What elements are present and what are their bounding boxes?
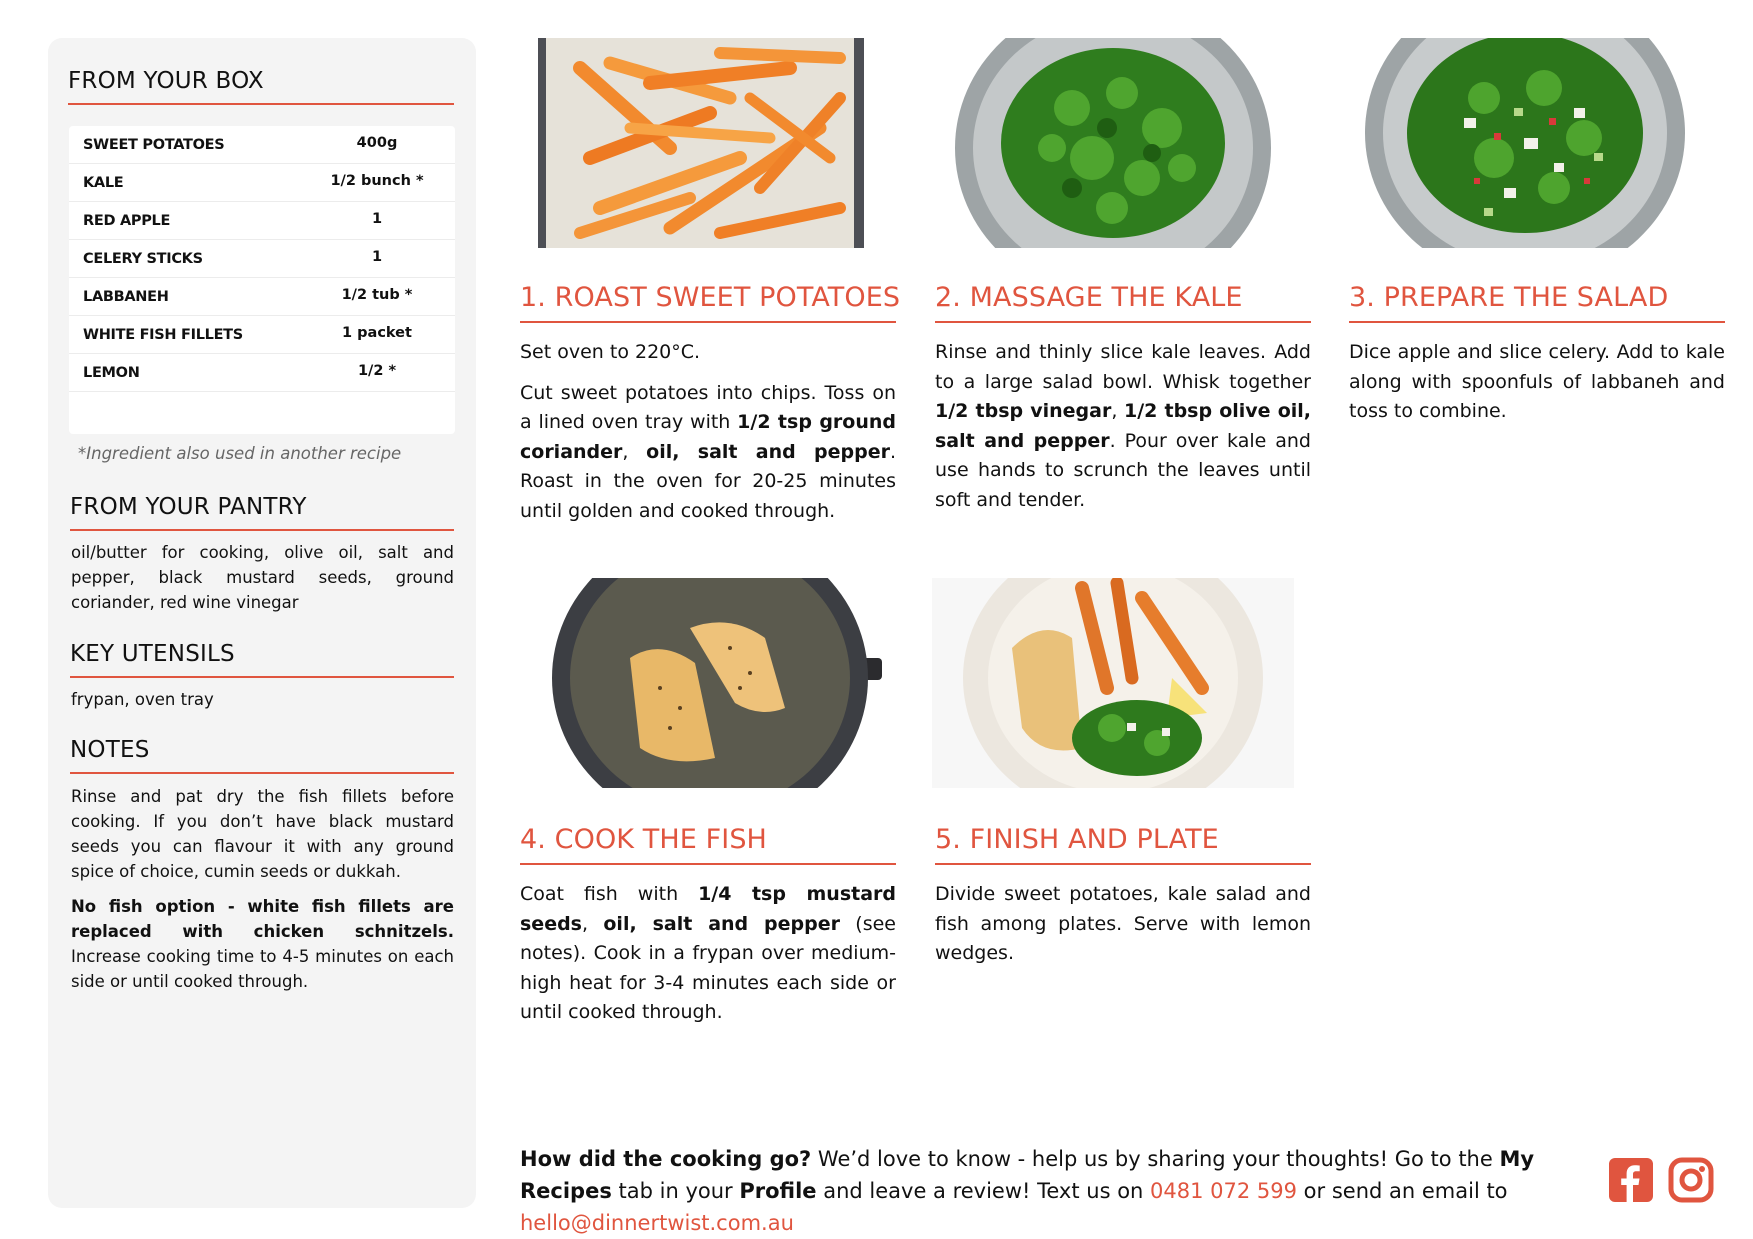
footer-question: How did the cooking go? [520, 1147, 812, 1171]
ingredient-row [69, 354, 455, 392]
ingredient-qty: 1/2 tub * [341, 287, 413, 303]
text-run: Coat fish with [520, 883, 699, 905]
notes-paragraph-2 [71, 894, 454, 994]
step-5-rule [935, 863, 1311, 865]
utensils-title-rule [70, 676, 454, 678]
fish-frypan-photo [520, 578, 882, 788]
ingredient-row [69, 126, 455, 164]
step-1-paragraph-1: Set oven to 220°C. [520, 341, 701, 363]
notes-title-rule [70, 772, 454, 774]
step-3-text [1349, 338, 1725, 438]
step-2-rule [935, 321, 1311, 323]
step-4-text [520, 880, 896, 1039]
text-run: . Roast in the oven for 20-25 minutes until golden and cooked through. [520, 440, 896, 522]
text-run-bold: 1/2 tbsp vinegar [935, 400, 1112, 422]
step-3-title: 3. PREPARE THE SALAD [1349, 282, 1669, 313]
step-5-text [935, 880, 1311, 980]
notes-bold: No fish option - white fish fillets are replaced with chicken schnitzels. [71, 897, 454, 941]
footer-text: tab in your [611, 1179, 740, 1203]
feedback-footer [520, 1143, 1580, 1239]
box-title-rule [68, 103, 454, 105]
footer-text: We’d love to know - help us by sharing your thoughts! Go to the [811, 1147, 1500, 1171]
ingredient-row [69, 316, 455, 354]
text-run-bold: 1/4 tsp mustard seeds [520, 883, 896, 935]
notes-title: NOTES [70, 737, 150, 763]
ingredient-qty: 400g [356, 135, 398, 151]
footer-text: and leave a review! Text us on [816, 1179, 1151, 1203]
step-4-paragraph-1 [520, 880, 896, 1028]
facebook-icon[interactable] [1607, 1156, 1655, 1204]
plated-meal-photo [932, 578, 1294, 788]
step-1-title: 1. ROAST SWEET POTATOES [520, 282, 901, 313]
utensils-text: frypan, oven tray [71, 690, 214, 709]
step-1-text [520, 338, 896, 537]
text-run: , [582, 912, 604, 935]
ingredient-qty: 1/2 * [357, 363, 397, 379]
text-run: Cut sweet potatoes into chips. Toss on a lined oven tray with [520, 381, 896, 433]
text-run-bold: oil, salt and pepper [646, 440, 890, 463]
text-run: . Pour over kale and use hands to scrunch the leaves until soft and tender. [935, 429, 1311, 511]
footer-my-recipes: My Recipes [520, 1147, 1535, 1203]
step-2-title: 2. MASSAGE THE KALE [935, 282, 1243, 313]
text-run-bold: 1/2 tbsp olive oil, salt and pepper [935, 400, 1311, 452]
footer-text: or send an email to [1297, 1179, 1508, 1203]
ingredient-qty: 1 [371, 211, 383, 227]
ingredient-table [69, 126, 455, 434]
ingredient-name: SWEET POTATOES [83, 137, 225, 153]
pantry-title: FROM YOUR PANTRY [70, 494, 307, 520]
ingredient-qty: 1/2 bunch * [330, 173, 424, 189]
ingredient-qty: 1 packet [342, 325, 412, 341]
step-3-paragraph-1: Dice apple and slice celery. Add to kale along with spoonfuls of labbaneh and toss to combine. [1349, 341, 1725, 422]
instagram-icon[interactable] [1667, 1156, 1715, 1204]
step-4-rule [520, 863, 896, 865]
ingredient-name: WHITE FISH FILLETS [83, 327, 243, 343]
box-title: FROM YOUR BOX [68, 68, 264, 94]
ingredient-row [69, 164, 455, 202]
notes-rest: Increase cooking time to 4-5 minutes on each side or until cooked through. [71, 947, 454, 991]
text-run-bold: 1/2 tsp ground coriander [520, 411, 896, 463]
pantry-title-rule [70, 529, 454, 531]
ingredient-name: LABBANEH [83, 289, 169, 305]
email-link[interactable]: hello@dinnertwist.com.au [520, 1211, 794, 1235]
ingredient-row [69, 278, 455, 316]
step-2-paragraph-1 [935, 338, 1311, 515]
utensils-title: KEY UTENSILS [70, 641, 235, 667]
text-run: Rinse and thinly slice kale leaves. Add to a large salad bowl. Whisk together [935, 341, 1311, 393]
ingredient-name: RED APPLE [83, 213, 171, 229]
ingredient-footnote: *Ingredient also used in another recipe [78, 444, 402, 463]
text-run: , [1111, 400, 1124, 422]
kale-bowl-photo [932, 38, 1294, 248]
step-5-paragraph-1: Divide sweet potatoes, kale salad and fish among plates. Serve with lemon wedges. [935, 883, 1311, 964]
pantry-text: oil/butter for cooking, olive oil, salt and pepper, black mustard seeds, ground coriander, red wine vinegar [71, 543, 454, 612]
ingredient-row [69, 240, 455, 278]
step-5-title: 5. FINISH AND PLATE [935, 824, 1219, 855]
step-2-text [935, 338, 1311, 526]
text-run: (see notes). Cook in a frypan over medium-high heat for 3-4 minutes each side or until cooked through. [520, 912, 896, 1023]
text-run: , [622, 440, 647, 463]
ingredient-name: LEMON [83, 365, 140, 381]
ingredient-name: KALE [83, 175, 124, 191]
ingredient-qty: 1 [371, 249, 383, 265]
notes-paragraph-1: Rinse and pat dry the fish fillets before cooking. If you don’t have black mustard seeds you can flavour it with any ground spice of choice, cumin seeds or dukkah. [71, 787, 454, 881]
step-3-rule [1349, 321, 1725, 323]
phone-link[interactable]: 0481 072 599 [1150, 1179, 1297, 1203]
footer-profile: Profile [739, 1179, 817, 1203]
sweet-potato-tray-photo [520, 38, 882, 248]
step-4-title: 4. COOK THE FISH [520, 824, 767, 855]
salad-bowl-photo [1344, 38, 1706, 248]
step-1-paragraph-2 [520, 379, 896, 527]
step-1-rule [520, 321, 896, 323]
text-run-bold: oil, salt and pepper [603, 912, 840, 935]
ingredient-name: CELERY STICKS [83, 251, 203, 267]
ingredient-row [69, 202, 455, 240]
